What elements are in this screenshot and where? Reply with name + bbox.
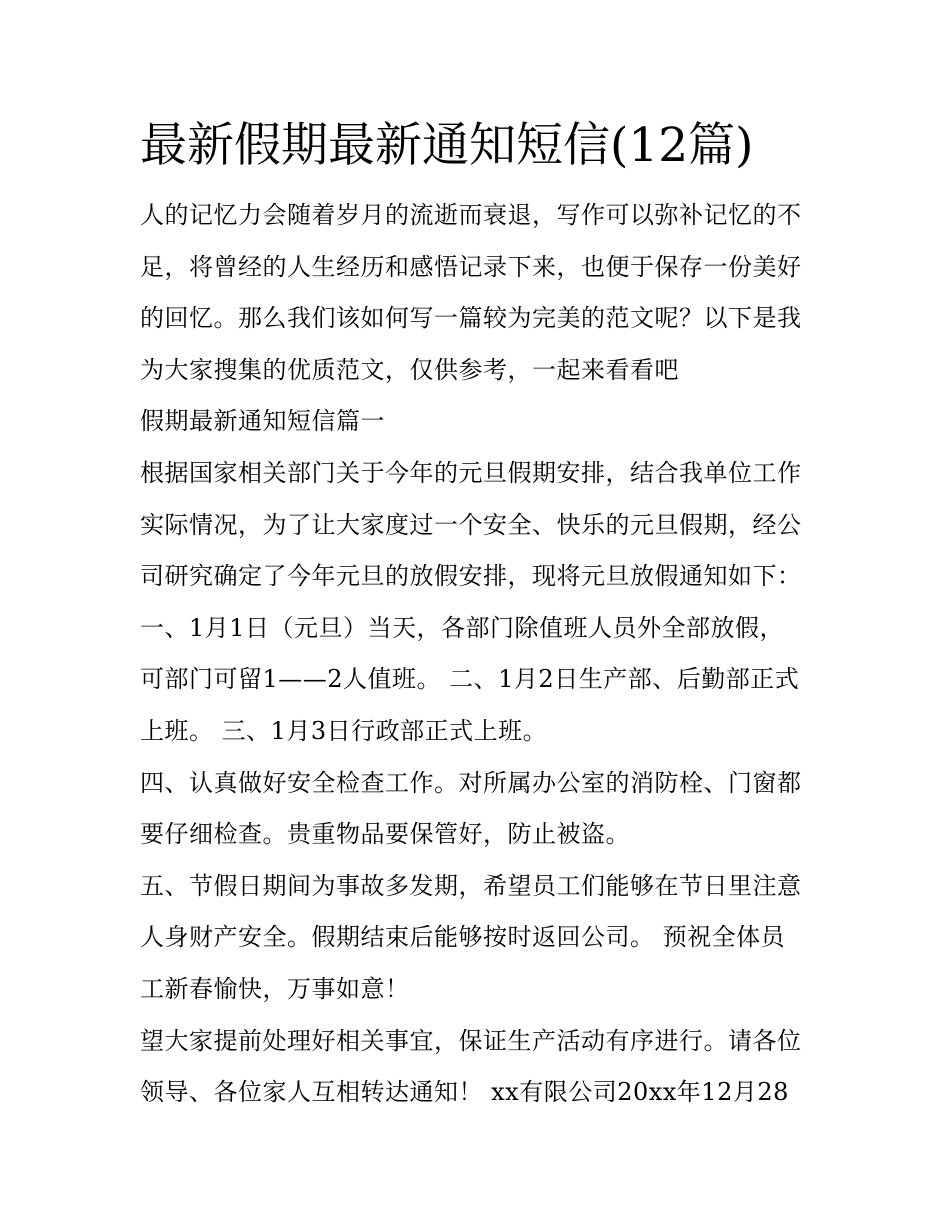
body-line-11: 工新春愉快，万事如意！ <box>140 974 410 1003</box>
intro-line-3: 的回忆。那么我们该如何写一篇较为完美的范文呢？以下是我 <box>140 304 802 333</box>
intro-line-2: 足，将曾经的人生经历和感悟记录下来，也便于保存一份美好 <box>140 252 802 281</box>
document-body <box>140 190 815 1119</box>
body-line-5: 可部门可留1——2人值班。 二、1月2日生产部、后勤部正式 <box>140 665 800 694</box>
document-page <box>140 110 815 1119</box>
body-line-13: 领导、各位家人互相转达通知！ xx有限公司20xx年12月28 <box>140 1078 789 1107</box>
intro-line-4: 为大家搜集的优质范文，仅供参考，一起来看看吧 <box>140 355 679 384</box>
body-line-9: 五、节假日期间为事故多发期，希望员工们能够在节日里注意 <box>140 871 802 900</box>
body-line-1: 根据国家相关部门关于今年的元旦假期安排，结合我单位工作 <box>140 458 802 487</box>
body-line-7: 四、认真做好安全检查工作。对所属办公室的消防栓、门窗都 <box>140 768 802 797</box>
body-line-3: 司研究确定了今年元旦的放假安排，现将元旦放假通知如下： <box>140 562 802 591</box>
body-line-6: 上班。 三、1月3日行政部正式上班。 <box>140 716 548 745</box>
section-heading-1: 假期最新通知短信篇一 <box>140 407 385 436</box>
body-line-12: 望大家提前处理好相关事宜，保证生产活动有序进行。请各位 <box>140 1026 802 1055</box>
body-line-2: 实际情况，为了让大家度过一个安全、快乐的元旦假期，经公 <box>140 510 802 539</box>
body-line-4: 一、1月1日（元旦）当天，各部门除值班人员外全部放假， <box>140 613 785 642</box>
document-title: 最新假期最新通知短信(12篇) <box>140 118 754 173</box>
intro-line-1: 人的记忆力会随着岁月的流逝而衰退，写作可以弥补记忆的不 <box>140 201 802 229</box>
body-line-10: 人身财产安全。假期结束后能够按时返回公司。 预祝全体员 <box>140 923 786 952</box>
body-line-8: 要仔细检查。贵重物品要保管好，防止被盗。 <box>140 820 630 849</box>
